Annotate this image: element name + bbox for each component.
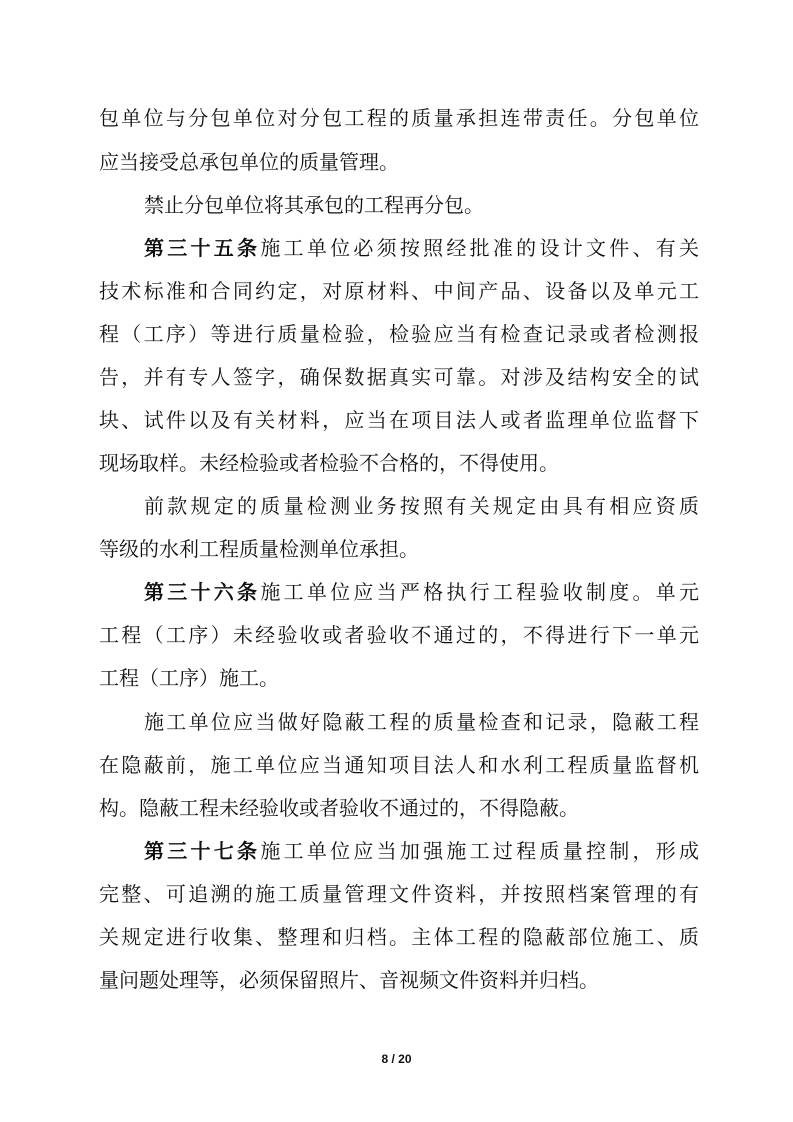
text-line: 工程（工序）施工。 <box>99 666 279 690</box>
text-line: 应当接受总承包单位的质量管理。 <box>99 150 399 174</box>
text-line: 包单位与分包单位对分包工程的质量承担连带责任。分包单位 <box>99 106 699 130</box>
text-line: 现场取样。未经检验或者检验不合格的，不得使用。 <box>99 451 559 475</box>
text-line: 量问题处理等，必须保留照片、音视频文件资料并归档。 <box>99 968 599 992</box>
page-number: 8 / 20 <box>381 1052 412 1066</box>
text-line: 关规定进行收集、整理和归档。主体工程的隐蔽部位施工、质 <box>99 925 699 949</box>
text-line: 技术标准和合同约定，对原材料、中间产品、设备以及单元工 <box>99 279 699 303</box>
article-number: 第三十六条 <box>144 580 261 604</box>
article-heading-line <box>144 234 699 262</box>
article-number: 第三十五条 <box>144 236 261 260</box>
article-heading-line <box>144 578 699 606</box>
article-text: 施工单位必须按照经批准的设计文件、有关 <box>260 236 700 260</box>
text-line: 在隐蔽前，施工单位应当通知项目法人和水利工程质量监督机 <box>99 753 699 777</box>
article-number: 第三十七条 <box>144 839 261 863</box>
text-line: 施工单位应当做好隐蔽工程的质量检查和记录，隐蔽工程 <box>144 710 699 734</box>
text-line: 前款规定的质量检测业务按照有关规定由具有相应资质 <box>144 494 699 518</box>
article-text: 施工单位应当严格执行工程验收制度。单元 <box>260 580 700 604</box>
text-line: 完整、可追溯的施工质量管理文件资料，并按照档案管理的有 <box>99 882 699 906</box>
text-line: 构。隐蔽工程未经验收或者验收不通过的，不得隐蔽。 <box>99 796 579 820</box>
text-line: 告，并有专人签字，确保数据真实可靠。对涉及结构安全的试 <box>99 365 699 389</box>
article-text: 施工单位应当加强施工过程质量控制，形成 <box>260 839 700 863</box>
text-line: 工程（工序）未经验收或者验收不通过的，不得进行下一单元 <box>99 623 699 647</box>
text-line: 禁止分包单位将其承包的工程再分包。 <box>144 193 484 217</box>
text-line: 块、试件以及有关材料，应当在项目法人或者监理单位监督下 <box>99 408 699 432</box>
text-line: 等级的水利工程质量检测单位承担。 <box>99 537 419 561</box>
article-heading-line <box>144 837 699 865</box>
text-line: 程（工序）等进行质量检验，检验应当有检查记录或者检测报 <box>99 322 699 346</box>
